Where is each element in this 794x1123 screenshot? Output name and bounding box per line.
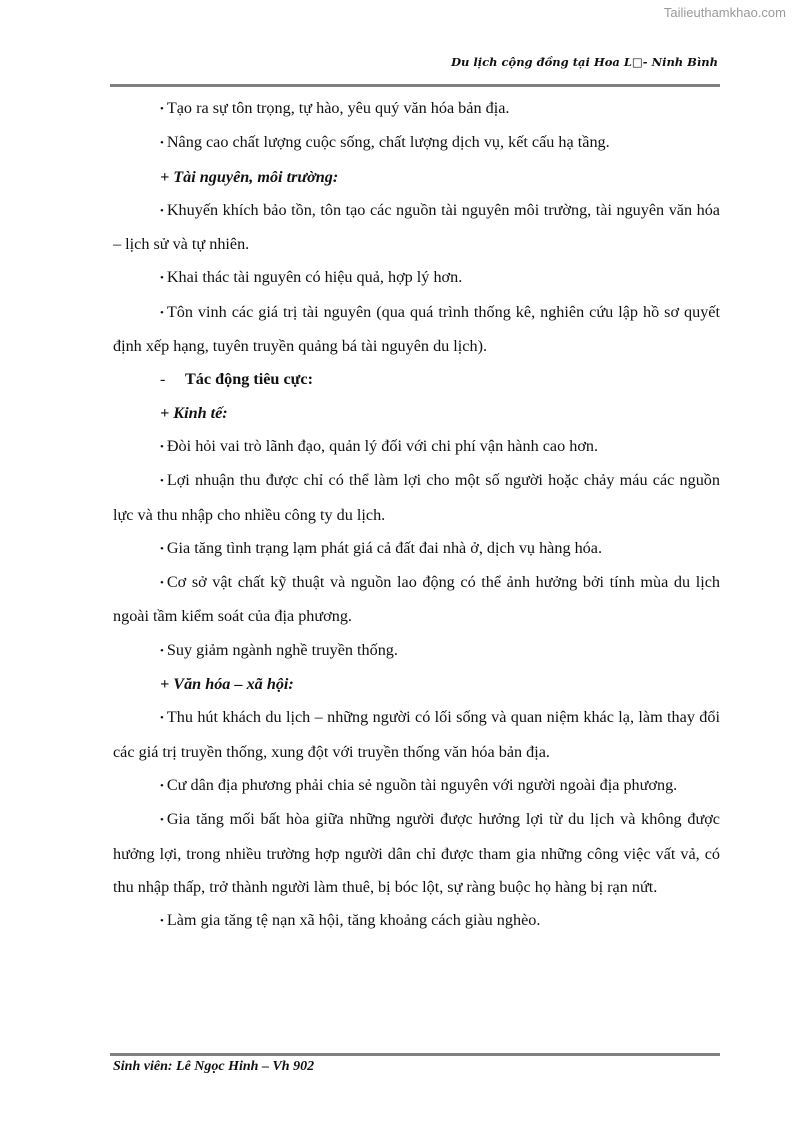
paragraph-text: Lợi nhuận thu được chỉ có thể làm lợi cho một số người hoặc chảy máu các nguồn lực và thu nhập cho nhiều công ty du lịch. xyxy=(113,471,720,524)
bullet-icon: • xyxy=(160,137,164,150)
paragraph-subheading xyxy=(113,161,720,194)
bullet-icon: • xyxy=(160,204,164,217)
paragraph-subheading xyxy=(113,668,720,701)
running-footer: Sinh viên: Lê Ngọc Hinh – Vh 902 xyxy=(113,1059,315,1074)
paragraph-bullet xyxy=(113,296,720,364)
paragraph-bullet xyxy=(113,464,720,532)
paragraph-text: Tác động tiêu cực: xyxy=(185,370,313,389)
paragraph-bullet xyxy=(113,904,720,938)
paragraph-bullet xyxy=(113,769,720,803)
document-body xyxy=(113,92,720,938)
paragraph-text: Suy giảm ngành nghề truyền thống. xyxy=(166,640,398,659)
paragraph-bullet xyxy=(113,430,720,464)
paragraph-text: Gia tăng tình trạng lạm phát giá cả đất đai nhà ở, dịch vụ hàng hóa. xyxy=(166,538,603,557)
paragraph-bullet xyxy=(113,566,720,634)
watermark: Tailieuthamkhao.com xyxy=(663,5,786,20)
paragraph-text: Cơ sở vật chất kỹ thuật và nguồn lao động có thể ảnh hưởng bởi tính mùa du lịch ngoài tầm kiểm soát của địa phương. xyxy=(113,573,720,626)
paragraph-text: + Văn hóa – xã hội: xyxy=(160,675,294,694)
running-header: Du lịch cộng đồng tại Hoa L□- Ninh Bình xyxy=(451,55,718,69)
paragraph-subheading xyxy=(113,397,720,430)
bullet-icon: • xyxy=(160,779,164,792)
paragraph-bullet xyxy=(113,803,720,904)
paragraph-bullet xyxy=(113,194,720,262)
bullet-icon: • xyxy=(160,577,164,590)
footer-rule xyxy=(110,1053,720,1056)
paragraph-text: Tôn vinh các giá trị tài nguyên (qua quá trình thống kê, nghiên cứu lập hồ sơ quyết định xếp hạng, tuyên truyền quảng bá tài nguyên du lịch). xyxy=(113,302,720,356)
paragraph-text: Đòi hỏi vai trò lãnh đạo, quản lý đối với chi phí vận hành cao hơn. xyxy=(166,436,599,455)
bullet-icon: • xyxy=(160,712,164,725)
paragraph-heading xyxy=(113,363,720,396)
bullet-icon: • xyxy=(160,306,164,319)
paragraph-bullet xyxy=(113,126,720,160)
paragraph-text: Tạo ra sự tôn trọng, tự hào, yêu quý văn hóa bản địa. xyxy=(166,99,510,117)
bullet-icon: • xyxy=(160,103,164,115)
paragraph-bullet xyxy=(113,701,720,769)
paragraph-text: Khai thác tài nguyên có hiệu quả, hợp lý hơn. xyxy=(166,268,463,287)
header-rule xyxy=(110,84,720,87)
paragraph-bullet xyxy=(113,92,720,126)
dash-marker: - xyxy=(160,370,166,389)
paragraph-text: + Kinh tế: xyxy=(160,403,228,422)
paragraph-text: + Tài nguyên, môi trường: xyxy=(160,167,339,186)
bullet-icon: • xyxy=(160,440,164,453)
paragraph-text: Nâng cao chất lượng cuộc sống, chất lượng dịch vụ, kết cấu hạ tầng. xyxy=(166,133,610,152)
paragraph-bullet xyxy=(113,261,720,295)
paragraph-text: Thu hút khách du lịch – những người có lối sống và quan niệm khác lạ, làm thay đổi các giá trị truyền thống, xung đột với truyền thống văn hóa bản địa. xyxy=(113,708,720,761)
paragraph-bullet xyxy=(113,532,720,566)
paragraph-text: Làm gia tăng tệ nạn xã hội, tăng khoảng cách giàu nghèo. xyxy=(166,911,541,930)
bullet-icon: • xyxy=(160,272,164,285)
bullet-icon: • xyxy=(160,915,164,928)
paragraph-text: Cư dân địa phương phải chia sẻ nguồn tài nguyên với người ngoài địa phương. xyxy=(166,775,678,794)
bullet-icon: • xyxy=(160,475,164,488)
paragraph-text: Gia tăng mối bất hòa giữa những người được hưởng lợi từ du lịch và không được hưởng lợi, trong nhiều trường hợp người dân chỉ được tham gia những công việc vất vả, có thu nhập thấp, trở thành người làm thuê, bị bóc lột, sự ràng buộc họ hàng bị rạn nứt. xyxy=(113,810,720,896)
bullet-icon: • xyxy=(160,814,164,827)
paragraph-text: Khuyến khích bảo tồn, tôn tạo các nguồn tài nguyên môi trường, tài nguyên văn hóa – lịch sử và tự nhiên. xyxy=(113,200,720,254)
bullet-icon: • xyxy=(160,644,164,657)
paragraph-bullet xyxy=(113,634,720,668)
bullet-icon: • xyxy=(160,542,164,555)
